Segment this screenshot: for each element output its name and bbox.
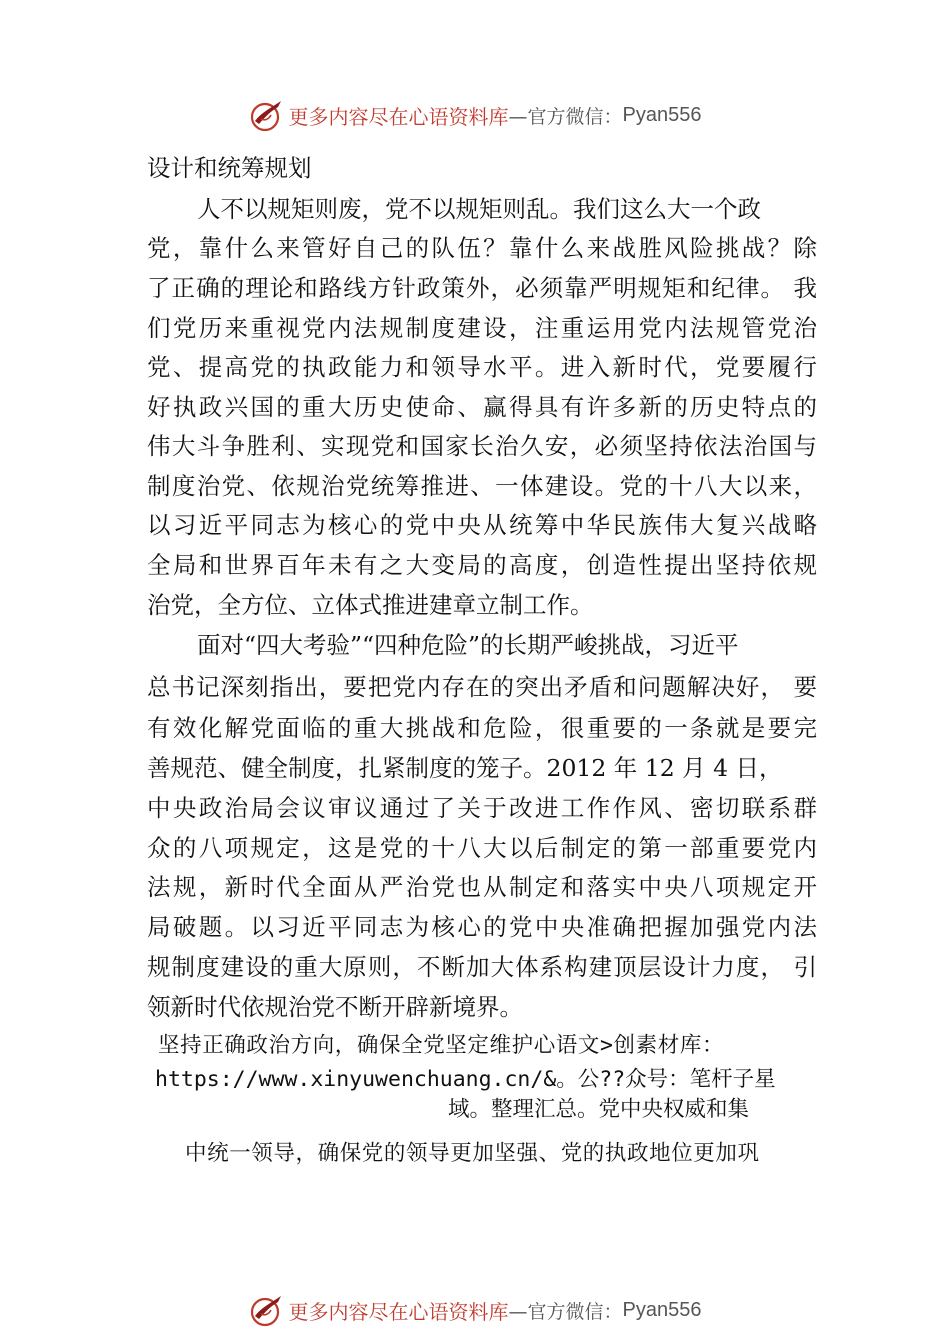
text-line: 域。整理汇总。党中央权威和集	[448, 1097, 750, 1122]
text-line: 以习近平同志为核心的党中央从统筹中华民族伟大复兴战略	[147, 511, 817, 539]
text-line: 制度治党、依规治党统筹推进、一体建设。党的十八大以来，	[147, 472, 817, 500]
text-line: 好执政兴国的重大历史使命、赢得具有许多新的历史特点的	[147, 393, 817, 421]
text-line: 有效化解党面临的重大挑战和危险，很重要的一条就是要完	[147, 714, 817, 742]
watermark-grey-text: —官方微信：	[508, 105, 623, 128]
text-line: 们党历来重视党内法规制度建设，注重运用党内法规管党治	[147, 314, 817, 342]
watermark-red-text: 更多内容尽在心语资料库	[288, 1299, 509, 1324]
text-line: 伟大斗争胜利、实现党和国家长治久安，必须坚持依法治国与	[147, 432, 817, 460]
watermark-wechat-id: Pyan556	[622, 1298, 702, 1321]
watermark-grey-text: —官方微信：	[508, 1300, 623, 1323]
text-line: https://www.xinyuwenchuang.cn/&。公??众号：笔杆子星	[155, 1067, 776, 1092]
text-line: 党、提高党的执政能力和领导水平。进入新时代，党要履行	[147, 353, 817, 381]
text-line: 党，靠什么来管好自己的队伍？靠什么来战胜风险挑战？除	[147, 234, 817, 262]
text-line: 总书记深刻指出，要把党内存在的突出矛盾和问题解决好， 要	[147, 673, 817, 701]
text-line: 治党，全方位、立体式推进建章立制工作。	[147, 591, 594, 619]
text-line: 规制度建设的重大原则，不断加大体系构建顶层设计力度， 引	[147, 953, 817, 981]
text-line: 坚持正确政治方向，确保全党坚定维护心语文>创素材库：	[158, 1033, 725, 1058]
watermark-red-text: 更多内容尽在心语资料库	[288, 104, 509, 129]
brush-logo-icon	[249, 1292, 285, 1328]
text-line: 全局和世界百年未有之大变局的高度，创造性提出坚持依规	[147, 551, 817, 579]
text-line: 众的八项规定，这是党的十八大以后制定的第一部重要党内	[147, 834, 817, 862]
text-line: 善规范、健全制度，扎紧制度的笼子。2012 年 12 月 4 日，	[147, 754, 783, 782]
text-line: 人不以规矩则废，党不以规矩则乱。我们这么大一个政	[197, 195, 761, 223]
text-line: 中央政治局会议审议通过了关于改进工作作风、密切联系群	[147, 794, 817, 822]
text-line: 局破题。以习近平同志为核心的党中央准确把握加强党内法	[147, 913, 817, 941]
watermark-wechat-id: Pyan556	[622, 103, 702, 126]
text-line: 了正确的理论和路线方针政策外，必须靠严明规矩和纪律。 我	[147, 274, 817, 302]
text-line: 中统一领导，确保党的领导更加坚强、党的执政地位更加巩	[185, 1141, 760, 1166]
text-line: 设计和统筹规划	[147, 154, 312, 182]
text-line: 领新时代依规治党不断开辟新境界。	[147, 993, 523, 1021]
footer-watermark	[0, 1290, 950, 1330]
text-line: 法规，新时代全面从严治党也从制定和落实中央八项规定开	[147, 873, 817, 901]
text-line: 面对“四大考验”“四种危险”的长期严峻挑战，习近平	[197, 631, 739, 659]
